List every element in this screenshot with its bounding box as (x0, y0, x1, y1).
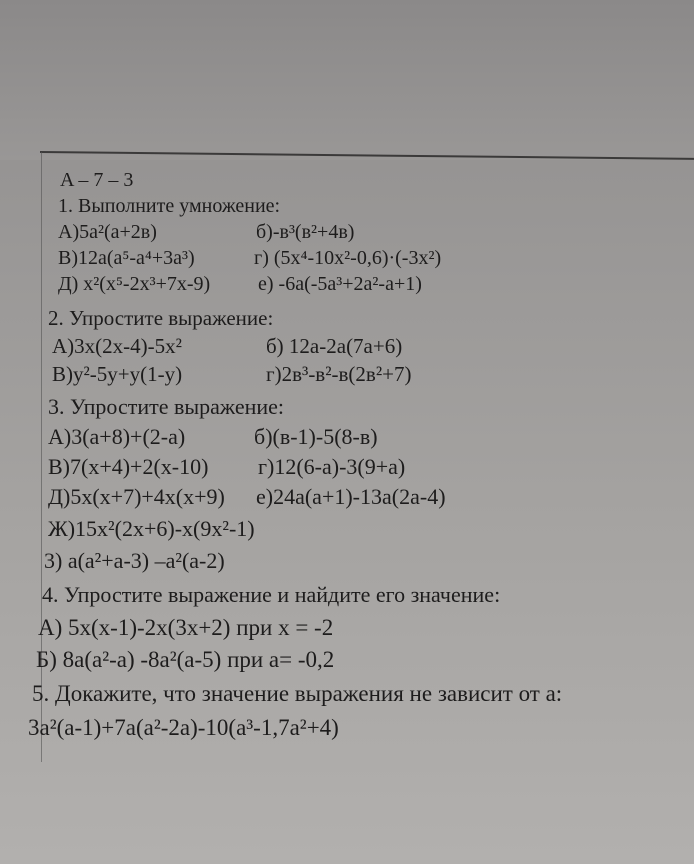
worksheet (28, 160, 688, 760)
task2-v: B)y²-5y+y(1-y) (52, 362, 183, 386)
task5-title: 5. Докажите, что значение выражения не зависит от а: (32, 681, 563, 706)
task3-b: б)(в-1)-5(8-в) (254, 424, 378, 449)
task3-z: 3) a(a²+a-3) –a²(a-2) (44, 548, 225, 573)
task2-b: б) 12a-2a(7a+6) (266, 334, 403, 358)
task2-g: г)2в³-в²-в(2в²+7) (266, 362, 412, 386)
task3-title: 3. Упростите выражение: (48, 394, 285, 419)
task3-zh: Ж)15x²(2x+6)-x(9x²-1) (48, 516, 255, 541)
task1-e: е) -6a(-5a³+2a²-a+1) (258, 273, 422, 295)
task4-b: Б) 8a(a²-a) -8a²(a-5) при a= -0,2 (36, 647, 335, 672)
task3-a: A)3(a+8)+(2-a) (48, 424, 186, 449)
task1-d: Д) x²(x⁵-2x³+7x-9) (58, 273, 211, 295)
page-fold-shadow (0, 0, 694, 160)
task3-g: г)12(6-a)-3(9+a) (258, 454, 406, 479)
task1-title: 1. Выполните умножение: (58, 195, 281, 217)
task1-v: B)12a(a⁵-a⁴+3a³) (58, 247, 195, 269)
task2-title: 2. Упростите выражение: (48, 306, 274, 330)
task1-a: A)5a²(a+2в) (58, 221, 157, 243)
variant-header: A – 7 – 3 (60, 169, 134, 191)
task3-v: B)7(x+4)+2(x-10) (48, 454, 209, 479)
task2-a: A)3x(2x-4)-5x² (52, 334, 182, 358)
task3-d: Д)5x(x+7)+4x(x+9) (48, 484, 225, 509)
task3-e: е)24a(a+1)-13a(2a-4) (256, 484, 446, 509)
task5-expression: 3a²(a-1)+7a(a²-2a)-10(a³-1,7a²+4) (28, 715, 339, 740)
task1-g: г) (5x⁴-10x²-0,6)·(-3x²) (254, 247, 442, 269)
task4-title: 4. Упростите выражение и найдите его значение: (42, 582, 501, 607)
task1-b: б)-в³(в²+4в) (256, 221, 355, 243)
task4-a: A) 5x(x-1)-2x(3x+2) при x = -2 (38, 615, 334, 640)
